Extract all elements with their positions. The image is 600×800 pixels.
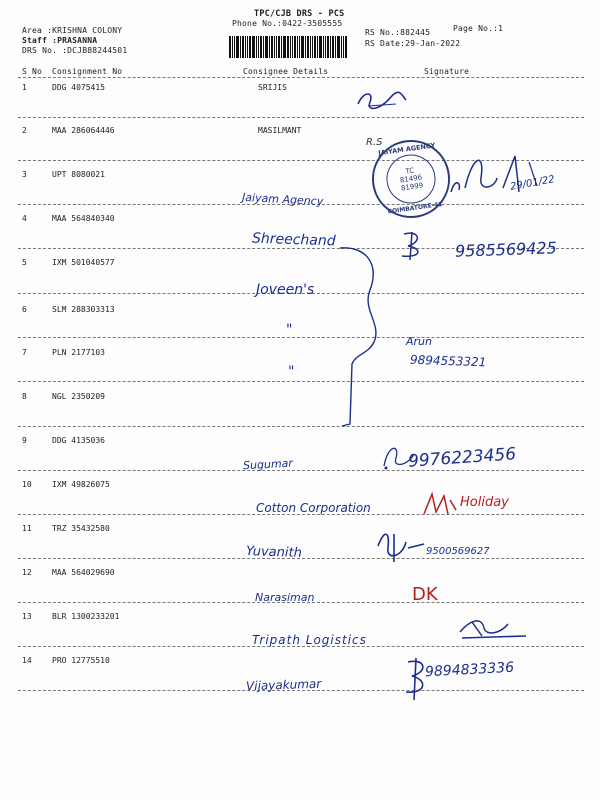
- hw-joveens: Joveen's: [256, 282, 315, 298]
- header-left: [22, 26, 127, 56]
- company-stamp: [367, 135, 455, 223]
- barcode-bar: [247, 36, 248, 58]
- stamp-top-text: JAIYAM AGENCY: [377, 141, 436, 158]
- header-right: [365, 27, 460, 49]
- row-14-consignment: PRO 12775510: [52, 656, 110, 665]
- row-12-sno: 12: [22, 568, 32, 577]
- area-label: Area :KRISHNA COLONY: [22, 26, 123, 35]
- column-header-sno: S No: [22, 67, 43, 76]
- row-divider: [18, 426, 584, 427]
- barcode-bar: [265, 36, 268, 58]
- row-5-consignment: IXM 501040577: [52, 258, 115, 267]
- stamp-codes: [398, 166, 423, 193]
- signature-row-9: [378, 440, 418, 474]
- barcode-bar: [252, 36, 255, 58]
- row-1-printed-consignee: SRIJIS: [258, 83, 287, 92]
- barcode: [229, 36, 359, 58]
- barcode-bar: [260, 36, 262, 58]
- row-2-sno: 2: [22, 126, 27, 135]
- barcode-bar: [292, 36, 293, 58]
- row-divider: [18, 337, 584, 338]
- phone-number: Phone No.:0422-3505555: [232, 19, 343, 28]
- hw-phone-5: 9894833336: [424, 659, 515, 681]
- hw-phone-1: 9585569425: [454, 238, 558, 261]
- hw-narasiman: Narasiman: [255, 591, 315, 604]
- barcode-bar: [245, 36, 246, 58]
- barcode-bar: [345, 36, 347, 58]
- row-4-sno: 4: [22, 214, 27, 223]
- barcode-bar: [325, 36, 326, 58]
- hw-holiday: Holiday: [460, 495, 509, 510]
- barcode-bar: [249, 36, 251, 58]
- hw-yuvanith: Yuvanith: [245, 544, 303, 561]
- barcode-bar: [263, 36, 264, 58]
- barcode-bar: [305, 36, 306, 58]
- signature-row-4: [396, 228, 436, 262]
- row-5-sno: 5: [22, 258, 27, 267]
- row-12-consignment: MAA 564029690: [52, 568, 115, 577]
- stamp-bottom-text: COIMBATORE-41: [387, 200, 443, 216]
- barcode-bar: [327, 36, 329, 58]
- row-10-sno: 10: [22, 480, 32, 489]
- row-4-consignment: MAA 564840340: [52, 214, 115, 223]
- barcode-bar: [312, 36, 313, 58]
- row-2-printed-consignee: MASILMANT: [258, 126, 302, 135]
- barcode-bar: [341, 36, 342, 58]
- stamp-code-3: 81999: [400, 181, 424, 193]
- barcode-bar: [276, 36, 277, 58]
- barcode-bar: [310, 36, 311, 58]
- row-9-consignment: DDG 4135036: [52, 436, 105, 445]
- barcode-bar: [290, 36, 291, 58]
- hw-phone-4: 9500569627: [426, 546, 490, 557]
- column-header-consignee: Consignee Details: [243, 67, 329, 76]
- barcode-bar: [283, 36, 286, 58]
- barcode-bar: [256, 36, 257, 58]
- signature-row-10: [420, 490, 460, 518]
- hw-vijayakumar: Vijayakumar: [245, 676, 322, 694]
- barcode-bar: [335, 36, 336, 58]
- row-8-consignment: NGL 2350209: [52, 392, 105, 401]
- barcode-bar: [281, 36, 282, 58]
- stamp-code-1: TC: [404, 166, 415, 176]
- row-13-consignment: BLR 1300233201: [52, 612, 120, 621]
- column-header-consignment: Consignment No: [52, 67, 123, 76]
- barcode-bar: [269, 36, 270, 58]
- column-header-signature: Signature: [424, 67, 470, 76]
- row-divider: [18, 381, 584, 382]
- drs-number: DRS No. :DCJB88244501: [22, 46, 128, 55]
- barcode-bar: [274, 36, 275, 58]
- rs-date: RS Date:29-Jan-2022: [365, 39, 461, 48]
- bracket-scribble: [330, 244, 390, 434]
- barcode-bar: [294, 36, 296, 58]
- row-14-sno: 14: [22, 656, 32, 665]
- row-10-consignment: IXM 49826075: [52, 480, 110, 489]
- hw-tripath-logistics: Tripath Logistics: [252, 633, 367, 647]
- hw-shreechand: Shreechand: [251, 230, 336, 250]
- barcode-bar: [240, 36, 241, 58]
- hw-phone-3: 9976223456: [407, 444, 517, 472]
- header-center: [232, 9, 372, 28]
- barcode-bar: [258, 36, 259, 58]
- barcode-bar: [229, 36, 231, 58]
- barcode-bar: [287, 36, 289, 58]
- signature-row-14: [400, 656, 432, 702]
- header-rule: [18, 77, 584, 78]
- row-divider: [18, 470, 584, 471]
- signature-row-13: [452, 614, 532, 644]
- row-11-consignment: TRZ 35432580: [52, 524, 110, 533]
- document-title: TPC/CJB DRS - PCS: [254, 9, 345, 19]
- row-7-consignment: PLN 2177103: [52, 348, 105, 357]
- barcode-bar: [343, 36, 344, 58]
- hw-cotton-corporation: Cotton Corporation: [256, 501, 371, 515]
- row-8-sno: 8: [22, 392, 27, 401]
- hw-sugumar: Sugumar: [242, 456, 294, 473]
- barcode-bar: [271, 36, 273, 58]
- row-9-sno: 9: [22, 436, 27, 445]
- row-3-consignment: UPT 8080021: [52, 170, 105, 179]
- hw-rs-note: R.S: [366, 137, 383, 148]
- row-1-consignment: DDG 4075415: [52, 83, 105, 92]
- signature-row-1: [350, 86, 410, 116]
- row-13-sno: 13: [22, 612, 32, 621]
- barcode-bar: [317, 36, 318, 58]
- barcode-bar: [337, 36, 340, 58]
- barcode-bar: [332, 36, 334, 58]
- barcode-bar: [232, 36, 233, 58]
- hw-date-note: 29/01/22: [509, 174, 556, 193]
- hw-ditto-2: ": [288, 364, 295, 380]
- barcode-bar: [297, 36, 298, 58]
- row-7-sno: 7: [22, 348, 27, 357]
- hw-ditto-1: ": [286, 322, 293, 338]
- hw-arun-signature: Arun: [406, 335, 432, 348]
- rs-number: RS No.:882445: [365, 28, 431, 37]
- staff-label: Staff :PRASANNA: [22, 36, 98, 45]
- row-1-sno: 1: [22, 83, 27, 92]
- hw-dk: DK: [412, 584, 438, 605]
- hw-jaiyam-agency: Jaiyam Agency: [241, 190, 324, 209]
- row-6-sno: 6: [22, 305, 27, 314]
- hw-phone-2: 9894553321: [409, 352, 487, 370]
- row-2-consignment: MAA 286064446: [52, 126, 115, 135]
- barcode-bar: [234, 36, 235, 58]
- stamp-code-2: 81496: [399, 173, 423, 185]
- signature-row-3: [445, 148, 555, 208]
- barcode-bar: [330, 36, 331, 58]
- row-11-sno: 11: [22, 524, 32, 533]
- row-divider: [18, 117, 584, 118]
- barcode-bar: [236, 36, 239, 58]
- barcode-bar: [314, 36, 316, 58]
- row-3-sno: 3: [22, 170, 27, 179]
- barcode-bar: [278, 36, 280, 58]
- signature-row-11: [372, 528, 428, 564]
- barcode-bar: [301, 36, 304, 58]
- barcode-bar: [323, 36, 324, 58]
- barcode-bar: [319, 36, 322, 58]
- barcode-bar: [242, 36, 244, 58]
- page-number: Page No.:1: [453, 24, 504, 33]
- row-6-consignment: SLM 288303313: [52, 305, 115, 314]
- barcode-bar: [299, 36, 300, 58]
- barcode-bar: [307, 36, 309, 58]
